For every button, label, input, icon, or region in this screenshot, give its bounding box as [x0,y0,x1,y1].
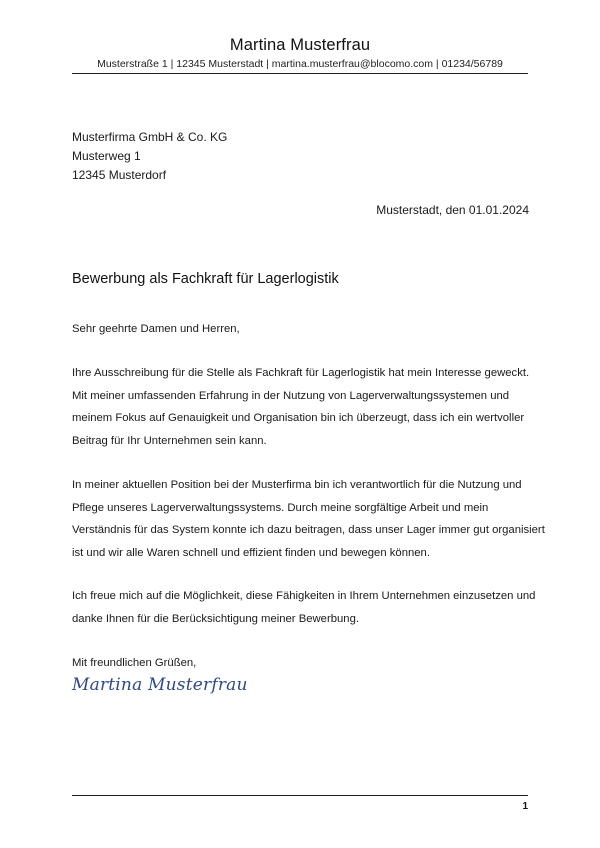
paragraph-line: Beitrag für Ihr Unternehmen sein kann. [72,434,267,447]
recipient-company: Musterfirma GmbH & Co. KG [72,130,228,144]
body-paragraph-2 [72,474,545,564]
recipient-address [72,128,227,185]
paragraph-line: Pflege unseres Lagerverwaltungssystems. Durch meine sorgfältige Arbeit und mein [72,501,489,514]
paragraph-line: danke Ihnen für die Berücksichtigung meiner Bewerbung. [72,612,359,625]
sender-contact-line: Musterstraße 1 | 12345 Musterstadt | martina.musterfrau@blocomo.com | 01234/56789 [97,58,503,70]
footer-divider [72,795,528,796]
recipient-street: Musterweg 1 [72,149,141,163]
paragraph-line: Verständnis für das System konnte ich dazu beitragen, dass unser Lager immer gut organisiert [72,524,545,536]
handwritten-signature: Martina Musterfrau [72,675,248,695]
paragraph-line: In meiner aktuellen Position bei der Musterfirma bin ich verantwortlich für die Nutzung und [72,479,522,491]
page-number: 1 [522,801,528,812]
body-paragraph-3 [72,585,536,630]
paragraph-line: Mit meiner umfassenden Erfahrung in der Nutzung von Lagerverwaltungssystemen und [72,389,510,402]
paragraph-line: Ich freue mich auf die Möglichkeit, diese Fähigkeiten in Ihrem Unternehmen einzusetzen und [72,590,536,602]
salutation: Sehr geehrte Damen und Herren, [72,323,240,335]
letter-subject: Bewerbung als Fachkraft für Lagerlogistik [72,271,339,287]
closing-formula: Mit freundlichen Grüßen, [72,657,197,669]
paragraph-line: meinem Fokus auf Genauigkeit und Organisation bin ich überzeugt, dass ich ein wertvoller [72,412,525,424]
header-divider [72,73,528,74]
letter-date: Musterstadt, den 01.01.2024 [376,203,529,217]
paragraph-line: Ihre Ausschreibung für die Stelle als Fachkraft für Lagerlogistik hat mein Interesse geweckt. [72,367,530,379]
recipient-city: 12345 Musterdorf [72,168,167,182]
paragraph-line: ist und wir alle Waren schnell und effizient finden und bewegen können. [72,546,430,559]
sender-name: Martina Musterfrau [229,36,371,54]
body-paragraph-1 [72,362,528,452]
